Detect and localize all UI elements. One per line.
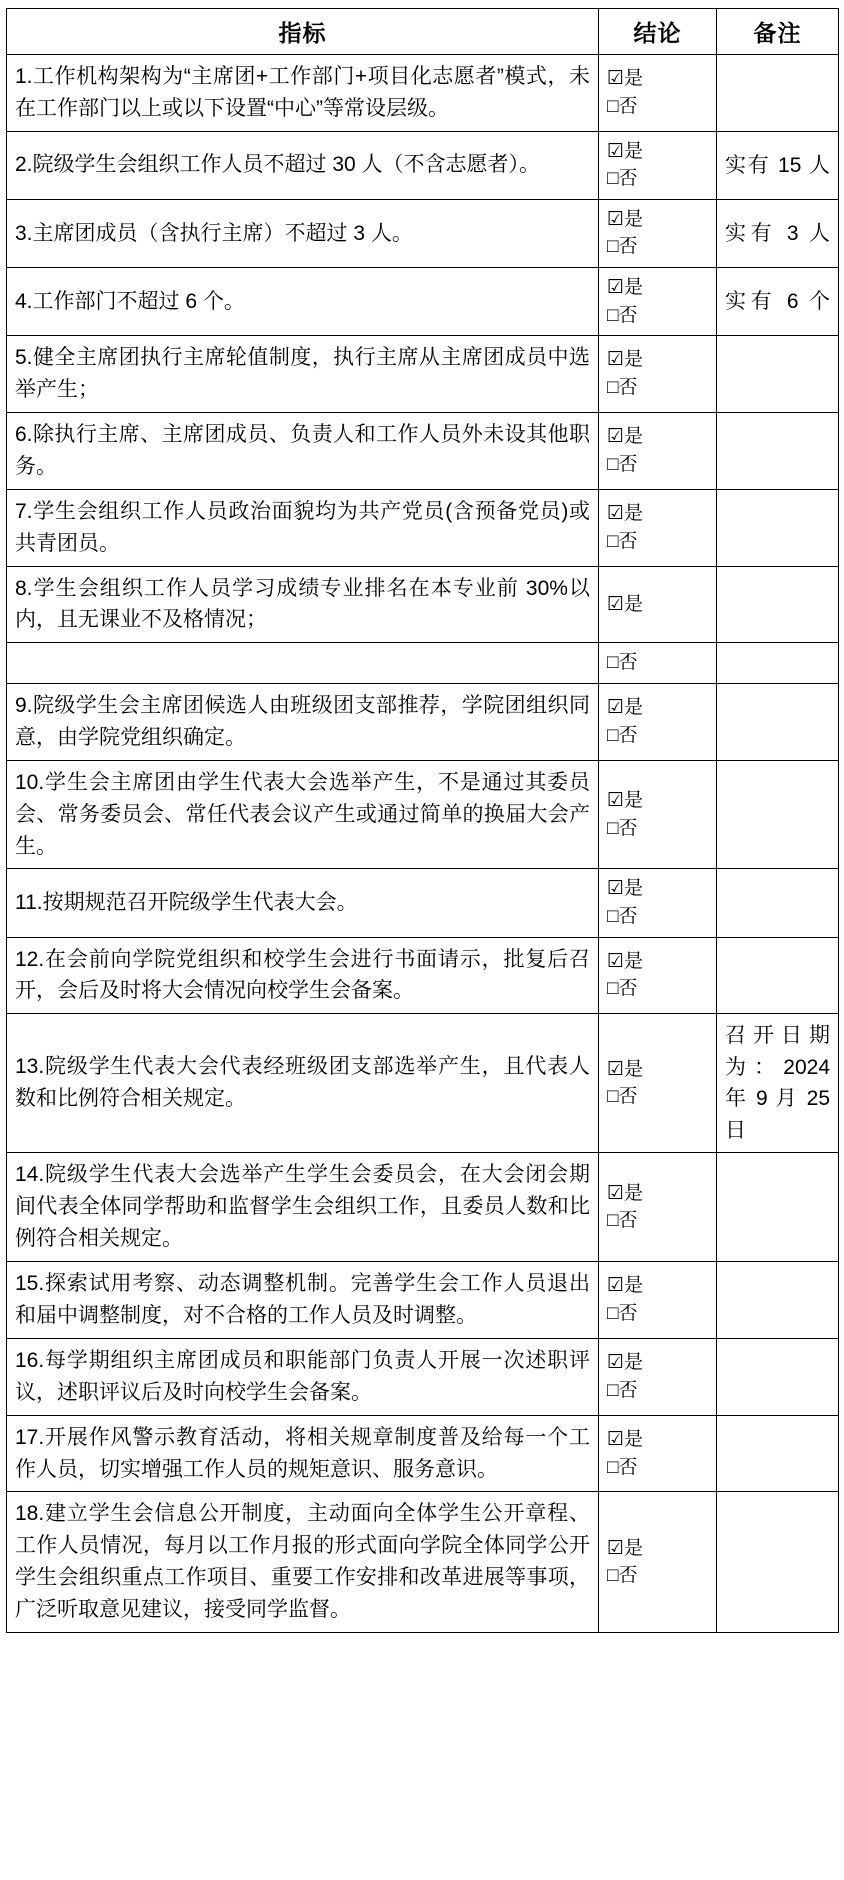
checkbox-no[interactable]: □否 [607,1456,638,1478]
checkbox-yes[interactable]: ☑是 [607,140,644,162]
indicator-cell: 14.院级学生代表大会选举产生学生会委员会，在大会闭会期间代表全体同学帮助和监督学生会组织工作，且委员人数和比例符合相关规定。 [7,1153,599,1262]
table-row [7,412,839,489]
table-body [7,55,839,1633]
checkbox-no[interactable]: □否 [607,377,638,398]
remark-cell[interactable] [717,1492,839,1633]
checkbox-no[interactable]: □否 [607,1210,638,1232]
checkbox-yes[interactable]: ☑是 [607,1352,644,1374]
checkbox-yes[interactable]: ☑是 [607,1058,644,1080]
checkbox-no[interactable]: □否 [607,905,638,927]
remark-cell[interactable] [717,412,839,489]
table-row [7,683,839,760]
remark-cell[interactable]: 实有 15 人 [717,131,839,199]
indicator-cell: 15.探索试用考察、动态调整机制。完善学生会工作人员退出和届中调整制度，对不合格的工作人员及时调整。 [7,1262,599,1339]
conclusion-cell [599,1492,717,1633]
table-row [7,1338,839,1415]
checkbox-yes[interactable]: ☑是 [607,277,644,298]
table-row [7,869,839,937]
conclusion-cell [599,1415,717,1492]
indicator-cell: 7.学生会组织工作人员政治面貌均为共产党员(含预备党员)或共青团员。 [7,489,599,566]
remark-cell[interactable] [717,1262,839,1339]
checkbox-yes[interactable]: ☑是 [607,349,644,371]
conclusion-cell [599,869,717,937]
conclusion-cell [599,1153,717,1262]
remark-cell[interactable] [717,937,839,1014]
checkbox-no[interactable]: □否 [607,95,638,117]
indicator-cell: 16.每学期组织主席团成员和职能部门负责人开展一次述职评议，述职评议后及时向校学生会备案。 [7,1338,599,1415]
table-row [7,1415,839,1492]
table-row [7,131,839,199]
checkbox-no[interactable]: □否 [607,724,638,746]
table-row [7,1014,839,1153]
indicator-cell: 1.工作机构架构为“主席团+工作部门+项目化志愿者”模式，未在工作部门以上或以下设置“中心”等常设层级。 [7,55,599,132]
table-row [7,1262,839,1339]
indicator-cell: 5.健全主席团执行主席轮值制度，执行主席从主席团成员中选举产生； [7,336,599,413]
indicator-cell: 12.在会前向学院党组织和校学生会进行书面请示，批复后召开，会后及时将大会情况向校学生会备案。 [7,937,599,1014]
remark-cell[interactable] [717,683,839,760]
table-row [7,643,839,684]
checkbox-no[interactable]: □否 [607,1565,638,1587]
remark-cell[interactable] [717,643,839,684]
table-row [7,336,839,413]
checkbox-yes[interactable]: ☑是 [607,1429,644,1451]
remark-cell[interactable] [717,55,839,132]
conclusion-cell [599,1014,717,1153]
checkbox-yes[interactable]: ☑是 [607,878,644,900]
checkbox-yes[interactable]: ☑是 [607,697,644,719]
checkbox-yes[interactable]: ☑是 [607,593,644,615]
checkbox-yes[interactable]: ☑是 [607,503,644,525]
column-header-remark: 备注 [717,9,839,55]
remark-cell[interactable] [717,1338,839,1415]
checklist-table [6,8,839,1633]
remark-cell[interactable] [717,336,839,413]
checkbox-no[interactable]: □否 [607,530,638,552]
indicator-cell: 18.建立学生会信息公开制度，主动面向全体学生公开章程、工作人员情况，每月以工作月报的形式面向学院全体同学公开学生会组织重点工作项目、重要工作安排和改革进展等事项，广泛听取意见建议，接受同学监督。 [7,1492,599,1633]
remark-cell[interactable] [717,1153,839,1262]
table-row [7,268,839,336]
conclusion-cell [599,683,717,760]
indicator-cell [7,643,599,684]
checkbox-no[interactable]: □否 [607,978,638,1000]
indicator-cell: 2.院级学生会组织工作人员不超过 30 人（不含志愿者）。 [7,131,599,199]
checkbox-yes[interactable]: ☑是 [607,1275,644,1297]
remark-cell[interactable]: 召开日期为：2024 年 9 月 25 日 [717,1014,839,1153]
checkbox-no[interactable]: □否 [607,1086,638,1108]
checkbox-no[interactable]: □否 [607,817,638,839]
column-header-indicator: 指标 [7,9,599,55]
remark-cell[interactable]: 实有 6 个 [717,268,839,336]
indicator-cell: 9.院级学生会主席团候选人由班级团支部推荐，学院团组织同意，由学院党组织确定。 [7,683,599,760]
checkbox-yes[interactable]: ☑是 [607,68,644,90]
table-row [7,55,839,132]
checkbox-yes[interactable]: ☑是 [607,790,644,812]
checkbox-no[interactable]: □否 [607,453,638,475]
indicator-cell: 3.主席团成员（含执行主席）不超过 3 人。 [7,199,599,267]
checkbox-yes[interactable]: ☑是 [607,208,644,230]
remark-cell[interactable]: 实有 3 人 [717,199,839,267]
indicator-cell: 11.按期规范召开院级学生代表大会。 [7,869,599,937]
checkbox-yes[interactable]: ☑是 [607,426,644,448]
conclusion-cell [599,412,717,489]
checkbox-no[interactable]: □否 [607,652,638,674]
indicator-cell: 4.工作部门不超过 6 个。 [7,268,599,336]
conclusion-cell [599,131,717,199]
table-row [7,566,839,643]
indicator-cell: 6.除执行主席、主席团成员、负责人和工作人员外未设其他职务。 [7,412,599,489]
indicator-cell: 10.学生会主席团由学生代表大会选举产生，不是通过其委员会、常务委员会、常任代表会议产生或通过简单的换届大会产生。 [7,760,599,869]
checkbox-no[interactable]: □否 [607,1302,638,1324]
table-row [7,199,839,267]
conclusion-cell [599,55,717,132]
conclusion-cell [599,268,717,336]
conclusion-cell [599,1262,717,1339]
conclusion-cell [599,1338,717,1415]
remark-cell[interactable] [717,869,839,937]
conclusion-cell [599,566,717,643]
conclusion-cell [599,336,717,413]
indicator-cell: 8.学生会组织工作人员学习成绩专业排名在本专业前 30%以内，且无课业不及格情况； [7,566,599,643]
indicator-cell: 13.院级学生代表大会代表经班级团支部选举产生，且代表人数和比例符合相关规定。 [7,1014,599,1153]
table-row [7,760,839,869]
table-row [7,1153,839,1262]
conclusion-cell [599,643,717,684]
indicator-cell: 17.开展作风警示教育活动，将相关规章制度普及给每一个工作人员，切实增强工作人员的规矩意识、服务意识。 [7,1415,599,1492]
column-header-conclusion: 结论 [599,9,717,55]
checkbox-no[interactable]: □否 [607,1379,638,1401]
remark-cell[interactable] [717,489,839,566]
remark-cell[interactable] [717,566,839,643]
checkbox-yes[interactable]: ☑是 [607,1537,644,1559]
conclusion-cell [599,937,717,1014]
conclusion-cell [599,489,717,566]
table-row [7,1492,839,1633]
checkbox-yes[interactable]: ☑是 [607,950,644,972]
conclusion-cell [599,760,717,869]
checkbox-no[interactable]: □否 [607,304,638,326]
remark-cell[interactable] [717,760,839,869]
checkbox-no[interactable]: □否 [607,236,638,258]
remark-cell[interactable] [717,1415,839,1492]
checkbox-no[interactable]: □否 [607,168,638,190]
table-header-row [7,9,839,55]
table-row [7,937,839,1014]
conclusion-cell [599,199,717,267]
checkbox-yes[interactable]: ☑是 [607,1182,644,1204]
table-row [7,489,839,566]
